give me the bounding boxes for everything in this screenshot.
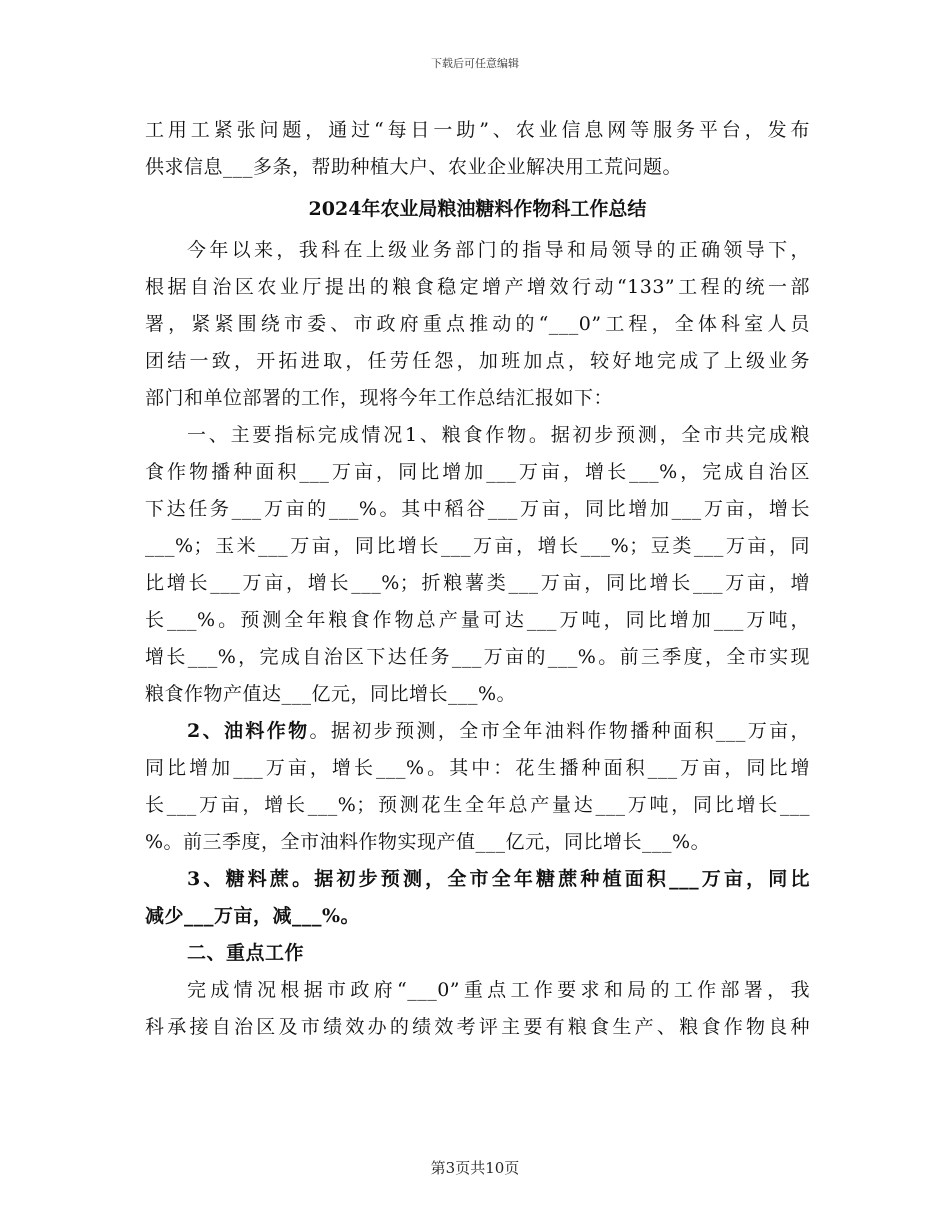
text-span: 。据初步预测，全市全年油料作物播种面积___万亩，: [309, 720, 810, 742]
text-line: ___%；玉米___万亩，同比增长___万亩，增长___%；豆类___万亩，同: [145, 535, 810, 557]
text-line: 工用工紧张问题，通过“每日一助”、农业信息网等服务平台，发布: [145, 119, 810, 141]
text-line: 减少___万亩，减___%。: [145, 905, 361, 927]
text-line: [145, 713, 810, 750]
text-line: 根据自治区农业厅提出的粮食稳定增产增效行动“133”工程的统一部: [145, 276, 810, 298]
text-line: 长___万亩，增长___%；预测花生全年总产量达___万吨，同比增长___: [145, 794, 810, 816]
text-line: 同比增加___万亩，增长___%。其中：花生播种面积___万亩，同比增: [145, 757, 810, 779]
text-line: 科承接自治区及市绩效办的绩效考评主要有粮食生产、粮食作物良种: [145, 1016, 810, 1038]
section-heading: 二、重点工作: [187, 942, 305, 964]
text-line: 部门和单位部署的工作，现将今年工作总结汇报如下：: [145, 387, 614, 409]
text-line: 比增长___万亩，增长___%；折粮薯类___万亩，同比增长___万亩，增: [145, 572, 810, 594]
text-line: 下达任务___万亩的___%。其中稻谷___万亩，同比增加___万亩，增长: [145, 498, 810, 520]
document-title: 2024年农业局粮油糖料作物科工作总结: [308, 198, 647, 220]
text-line: 供求信息___多条，帮助种植大户、农业企业解决用工荒问题。: [145, 156, 683, 178]
text-line: 完成情况根据市政府“___0”重点工作要求和局的工作部署，我: [187, 979, 810, 1001]
text-line: 今年以来，我科在上级业务部门的指导和局领导的正确领导下，: [187, 239, 810, 261]
text-line: 粮食作物产值达___亿元，同比增长___%。: [145, 683, 517, 705]
text-line: %。前三季度，全市油料作物实现产值___亿元，同比增长___%。: [145, 831, 711, 853]
text-line: 3、糖料蔗。据初步预测，全市全年糖蔗种植面积___万亩，同比: [187, 868, 810, 890]
section-lead: 2、油料作物: [187, 720, 310, 742]
text-line: 食作物播种面积___万亩，同比增加___万亩，增长___%，完成自治区: [145, 461, 810, 483]
page-footer: 第3页共10页: [430, 1159, 520, 1177]
text-line: 团结一致，开拓进取，任劳任怨，加班加点，较好地完成了上级业务: [145, 350, 810, 372]
text-line: 长___%。预测全年粮食作物总产量可达___万吨，同比增加___万吨，: [145, 609, 810, 631]
text-line: 增长___%，完成自治区下达任务___万亩的___%。前三季度，全市实现: [145, 646, 810, 668]
page-header: 下载后可任意编辑: [431, 57, 519, 70]
document-body: [145, 112, 810, 1046]
text-line: 署，紧紧围绕市委、市政府重点推动的“___0”工程，全体科室人员: [145, 313, 810, 335]
text-line: 一、主要指标完成情况1、粮食作物。据初步预测，全市共完成粮: [187, 424, 810, 446]
